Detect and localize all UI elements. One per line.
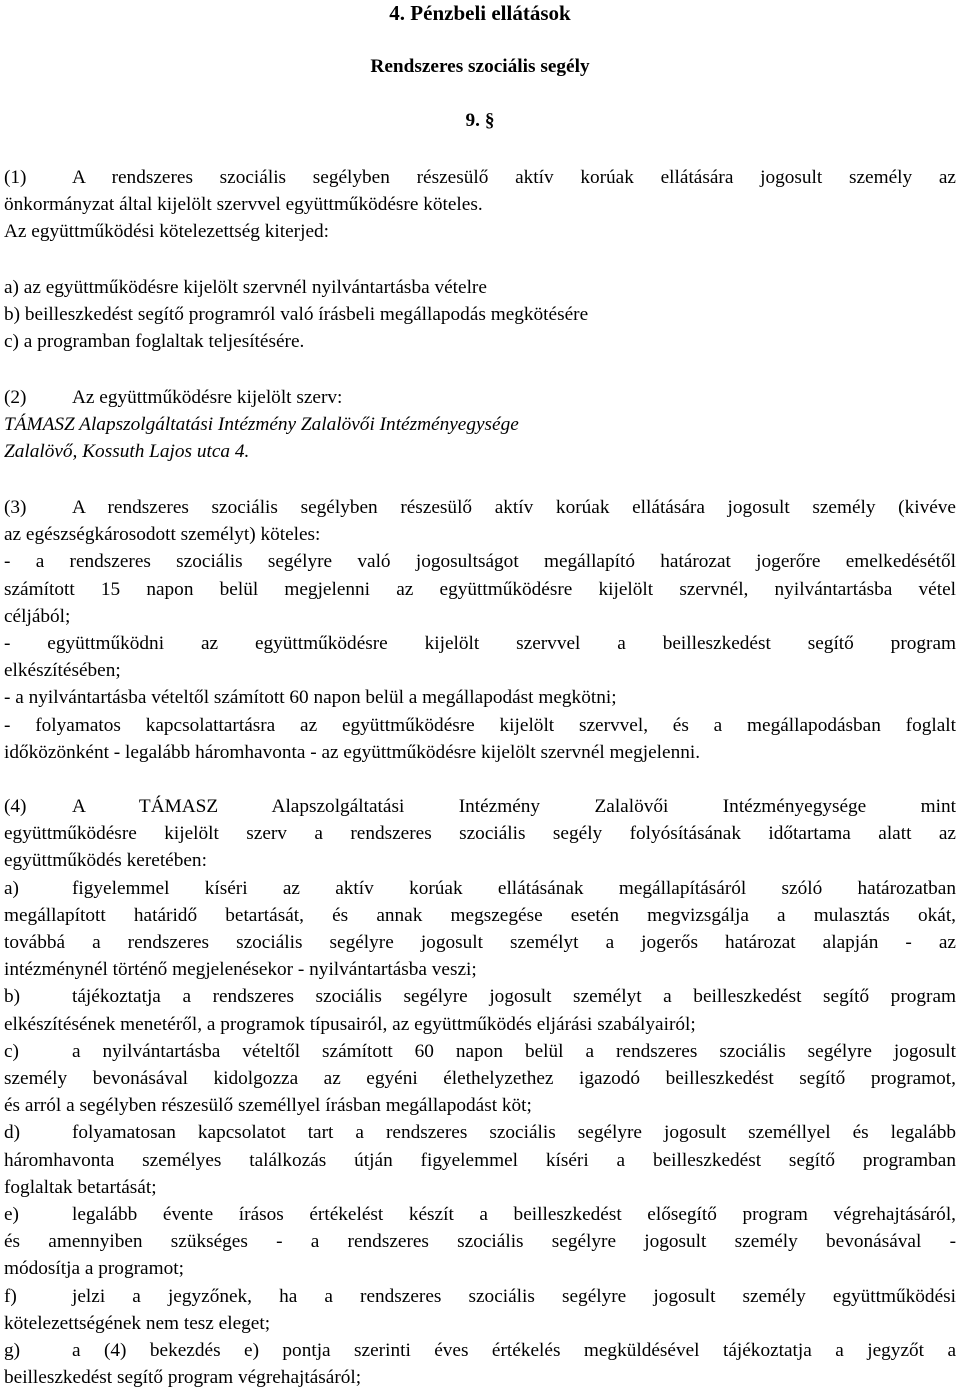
- p3-line-9: - folyamatos kapcsolattartásra az együttműködésre kijelölt szervvel, és a megállapodásban foglalt: [4, 714, 956, 736]
- p4-item-e-line-2: és amennyiben szükséges - a rendszeres szociális segélyre jogosult személy bevonásával -: [4, 1231, 956, 1253]
- p4-item-e-line-1: e) legalább évente írásos értékelést készít a beilleszkedést elősegítő program végrehajtásáról,: [4, 1201, 956, 1228]
- p4-line-2: együttműködésre kijelölt szerv a rendszeres szociális segély folyósításának időtartama alatt az: [4, 823, 956, 845]
- p4-item-e-line-3: módosítja a programot;: [4, 1258, 184, 1280]
- p4-item-c-line-1: c) a nyilvántartásba vételtől számított 60 napon belül a rendszeres szociális segélyre jogosult: [4, 1038, 956, 1065]
- p4-item-d-line-3: foglaltak betartását;: [4, 1176, 157, 1198]
- chapter-title: 4. Pénzbeli ellátások: [389, 1, 571, 25]
- p4-item-c-line-2: személy bevonásával kidolgozza az egyéni élethelyzethez igazodó beilleszkedést segítő programot,: [4, 1068, 956, 1090]
- p3-line-1: (3) A rendszeres szociális segélyben részesülő aktív korúak ellátására jogosult személy (kivéve: [4, 494, 956, 521]
- p1-line-2: önkormányzat által kijelölt szervvel együttműködésre köteles.: [4, 194, 483, 216]
- p4-item-d-line-1: d) folyamatosan kapcsolatot tart a rendszeres szociális segélyre jogosult személlyel és legalább: [4, 1119, 956, 1146]
- p3-line-6: - együttműködni az együttműködésre kijelölt szervvel a beilleszkedést segítő program: [4, 633, 956, 655]
- p3-line-10: időközönként - legalább háromhavonta - az együttműködésre kijelölt szervnél megjelenni.: [4, 741, 701, 763]
- p4-item-b-line-1: b) tájékoztatja a rendszeres szociális segélyre jogosult személyt a beilleszkedést segítő program: [4, 983, 956, 1010]
- p4-line-3: együttműködés keretében:: [4, 850, 207, 872]
- p2-label: (2): [4, 387, 27, 408]
- p1-line-3: Az együttműködési kötelezettség kiterjed:: [4, 221, 330, 243]
- paragraph-4: [4, 793, 956, 1391]
- p3-line-8: - a nyilvántartásba vételtől számított 60 napon belül a megállapodást megkötni;: [4, 687, 617, 709]
- paragraph-number: 9. §: [465, 110, 495, 131]
- item-b-label: b): [4, 986, 21, 1008]
- p4-item-g-line-1: g) a (4) bekezdés e) pontja szerinti éves értékelés megküldésével tájékoztatja a jegyzőt a: [4, 1337, 956, 1364]
- p1-line-1: (1) A rendszeres szociális segélyben részesülő aktív korúak ellátására jogosult személy az: [4, 164, 956, 191]
- item-a-label: a): [4, 877, 19, 899]
- item-d-label: d): [4, 1122, 21, 1144]
- list-item: a) az együttműködésre kijelölt szervnél nyilvántartásba vételre: [4, 277, 487, 298]
- item-e-label: e): [4, 1204, 19, 1226]
- p4-item-a-line-2: megállapított határidő betartását, és annak megszegése esetén megvizsgálja a mulasztás okát,: [4, 904, 956, 926]
- item-f-label: f): [4, 1285, 17, 1307]
- paragraph-2: [4, 384, 956, 466]
- p4-item-d-line-2: háromhavonta személyes találkozás útján figyelemmel kíséri a beilleszkedést segítő programban: [4, 1149, 956, 1171]
- p4-label: (4): [4, 796, 27, 817]
- list-item: c) a programban foglaltak teljesítésére.: [4, 331, 305, 353]
- list-item: b) beilleszkedést segítő programról való írásbeli megállapodás megkötésére: [4, 304, 589, 326]
- p4-item-a-line-4: intézménynél történő megjelenésekor - nyilvántartásba veszi;: [4, 959, 477, 981]
- p2-line-1: (2) Az együttműködésre kijelölt szerv:: [4, 384, 956, 411]
- p4-item-f-line-2: kötelezettségének nem tesz eleget;: [4, 1312, 271, 1334]
- p4-item-b-line-2: elkészítésének menetéről, a programok típusairól, az együttműködés eljárási szabályairól;: [4, 1013, 696, 1035]
- p4-line-1: (4) A TÁMASZ Alapszolgáltatási Intézmény Zalalövői Intézményegysége mint: [4, 793, 956, 820]
- p4-item-a-line-3: továbbá a rendszeres szociális segélyre jogosult személyt a jogerős határozat alapján - az: [4, 932, 956, 954]
- p4-item-f-line-1: f) jelzi a jegyzőnek, ha a rendszeres szociális segélyre jogosult személy együttműködési: [4, 1283, 956, 1310]
- p2-institution: TÁMASZ Alapszolgáltatási Intézmény Zalalövői Intézményegysége: [4, 414, 519, 436]
- p3-line-3: - a rendszeres szociális segélyre való jogosultságot megállapító határozat jogerőre emelkedésétől: [4, 551, 956, 573]
- p1-item-list: [4, 274, 956, 356]
- item-g-label: g): [4, 1340, 21, 1362]
- p4-item-g-line-2: beilleszkedést segítő program végrehajtásáról;: [4, 1367, 362, 1389]
- p1-label: (1): [4, 167, 27, 188]
- p3-label: (3): [4, 497, 27, 518]
- paragraph-1: [4, 164, 956, 246]
- section-title: Rendszeres szociális segély: [370, 56, 590, 77]
- p3-line-7: elkészítésében;: [4, 660, 121, 682]
- p3-line-4: számított 15 napon belül megjelenni az együttműködésre kijelölt szervnél, nyilvántartásba vétel: [4, 578, 956, 600]
- p4-item-a-line-1: a) figyelemmel kíséri az aktív korúak ellátásának megállapításáról szóló határozatban: [4, 875, 956, 902]
- p4-item-c-line-3: és arról a segélyben részesülő személlyel írásban megállapodást köt;: [4, 1095, 532, 1117]
- paragraph-3: [4, 494, 956, 766]
- item-c-label: c): [4, 1040, 19, 1062]
- p2-address: Zalalövő, Kossuth Lajos utca 4.: [4, 441, 250, 463]
- p3-line-2: az egészségkárosodott személyt) köteles:: [4, 524, 321, 546]
- p3-line-5: céljából;: [4, 605, 71, 627]
